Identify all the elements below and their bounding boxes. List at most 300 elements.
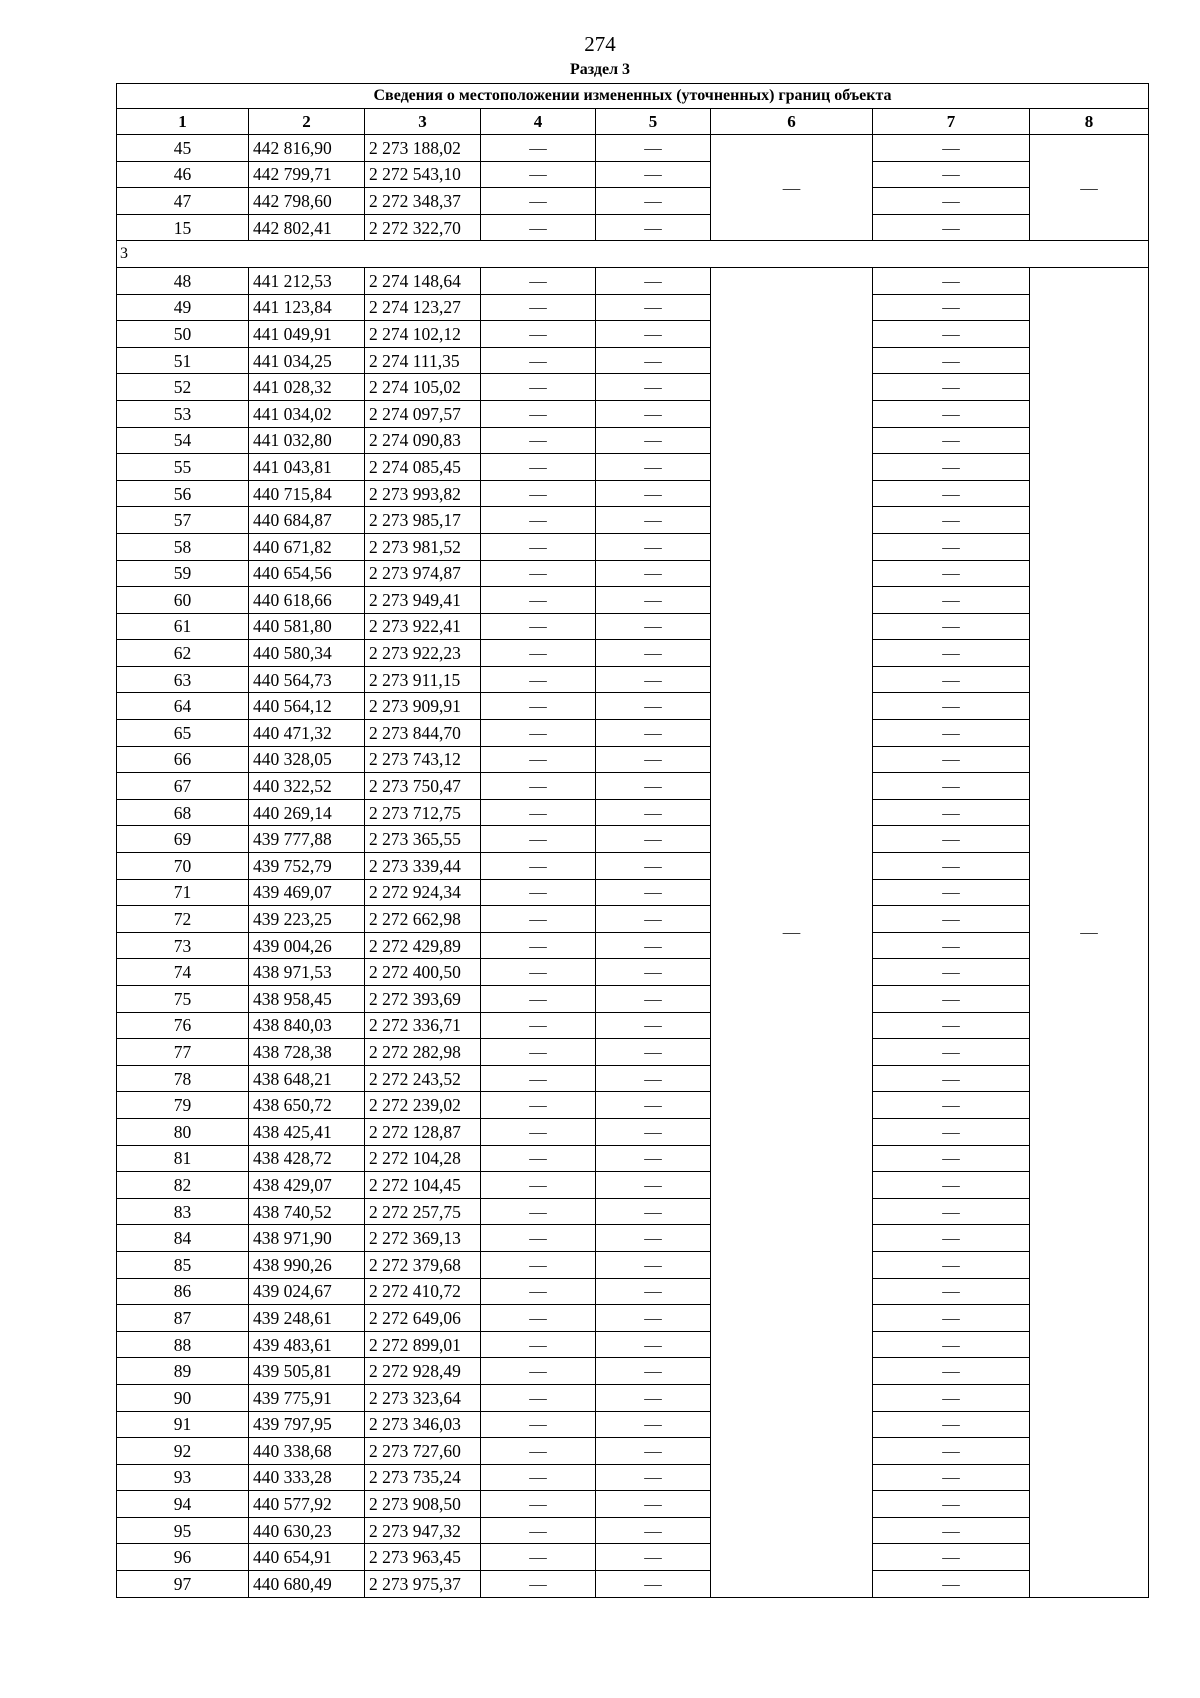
col5-value: —: [596, 693, 711, 720]
col7-value: —: [873, 1278, 1030, 1305]
col5-value: —: [596, 1464, 711, 1491]
point-number: 69: [117, 826, 249, 853]
coord-y: 2 273 949,41: [365, 587, 481, 614]
table-row: [117, 1198, 1149, 1225]
point-number: 72: [117, 906, 249, 933]
coord-x: 439 777,88: [249, 826, 365, 853]
coord-y: 2 274 090,83: [365, 427, 481, 454]
col7-value: —: [873, 853, 1030, 880]
point-number: 15: [117, 214, 249, 241]
coord-x: 440 322,52: [249, 773, 365, 800]
coord-y: 2 274 085,45: [365, 454, 481, 481]
point-number: 96: [117, 1544, 249, 1571]
table-row: [117, 1225, 1149, 1252]
col5-value: —: [596, 1065, 711, 1092]
col7-value: —: [873, 640, 1030, 667]
group-label: 3: [117, 241, 1149, 268]
coord-x: 440 269,14: [249, 799, 365, 826]
col5-value: —: [596, 799, 711, 826]
col7-value: —: [873, 746, 1030, 773]
col8-merged-value: —: [1030, 267, 1149, 1597]
col7-value: —: [873, 1225, 1030, 1252]
col5-value: —: [596, 746, 711, 773]
col5-value: —: [596, 773, 711, 800]
col5-value: —: [596, 533, 711, 560]
col7-value: —: [873, 1571, 1030, 1598]
col4-value: —: [481, 1517, 596, 1544]
coord-y: 2 272 924,34: [365, 879, 481, 906]
col5-value: —: [596, 1305, 711, 1332]
table-row: [117, 560, 1149, 587]
table-row: [117, 1544, 1149, 1571]
col4-value: —: [481, 533, 596, 560]
column-header-1: 1: [117, 109, 249, 135]
col5-value: —: [596, 1012, 711, 1039]
col5-value: —: [596, 853, 711, 880]
coord-x: 440 654,91: [249, 1544, 365, 1571]
col4-value: —: [481, 267, 596, 294]
table-row: [117, 1092, 1149, 1119]
col7-value: —: [873, 533, 1030, 560]
col5-value: —: [596, 135, 711, 162]
coord-y: 2 273 712,75: [365, 799, 481, 826]
point-number: 68: [117, 799, 249, 826]
col7-value: —: [873, 1251, 1030, 1278]
coord-y: 2 273 727,60: [365, 1438, 481, 1465]
coord-x: 439 483,61: [249, 1331, 365, 1358]
table-row: [117, 1145, 1149, 1172]
coord-x: 440 564,12: [249, 693, 365, 720]
column-header-4: 4: [481, 109, 596, 135]
col4-value: —: [481, 1278, 596, 1305]
column-header-6: 6: [711, 109, 873, 135]
col5-value: —: [596, 454, 711, 481]
table-row: [117, 294, 1149, 321]
coord-x: 438 958,45: [249, 986, 365, 1013]
col7-value: —: [873, 267, 1030, 294]
coord-y: 2 274 123,27: [365, 294, 481, 321]
table-row: [117, 773, 1149, 800]
col5-value: —: [596, 1039, 711, 1066]
col4-value: —: [481, 1384, 596, 1411]
col7-value: —: [873, 427, 1030, 454]
coord-x: 442 816,90: [249, 135, 365, 162]
point-number: 46: [117, 161, 249, 188]
table-row: [117, 1358, 1149, 1385]
table-row: [117, 1384, 1149, 1411]
point-number: 88: [117, 1331, 249, 1358]
col4-value: —: [481, 374, 596, 401]
col5-value: —: [596, 1225, 711, 1252]
col5-value: —: [596, 640, 711, 667]
coord-x: 438 840,03: [249, 1012, 365, 1039]
coord-x: 440 715,84: [249, 480, 365, 507]
col5-value: —: [596, 613, 711, 640]
coord-x: 438 428,72: [249, 1145, 365, 1172]
col4-value: —: [481, 427, 596, 454]
table-row: [117, 693, 1149, 720]
table-caption-row: [117, 84, 1149, 109]
point-number: 85: [117, 1251, 249, 1278]
col7-value: —: [873, 214, 1030, 241]
col5-value: —: [596, 321, 711, 348]
col5-value: —: [596, 720, 711, 747]
table-row: [117, 1305, 1149, 1332]
column-header-2: 2: [249, 109, 365, 135]
coord-x: 441 034,02: [249, 400, 365, 427]
col5-value: —: [596, 986, 711, 1013]
coord-x: 442 802,41: [249, 214, 365, 241]
coord-x: 440 654,56: [249, 560, 365, 587]
point-number: 78: [117, 1065, 249, 1092]
point-number: 74: [117, 959, 249, 986]
col4-value: —: [481, 1198, 596, 1225]
col4-value: —: [481, 1225, 596, 1252]
coord-y: 2 273 911,15: [365, 666, 481, 693]
table-row: [117, 640, 1149, 667]
point-number: 86: [117, 1278, 249, 1305]
col4-value: —: [481, 1331, 596, 1358]
coord-y: 2 272 543,10: [365, 161, 481, 188]
point-number: 48: [117, 267, 249, 294]
point-number: 54: [117, 427, 249, 454]
col4-value: —: [481, 347, 596, 374]
column-header-row: [117, 109, 1149, 135]
col5-value: —: [596, 1358, 711, 1385]
point-number: 95: [117, 1517, 249, 1544]
table-row: [117, 879, 1149, 906]
col7-value: —: [873, 906, 1030, 933]
col5-value: —: [596, 1517, 711, 1544]
col4-value: —: [481, 1092, 596, 1119]
col7-value: —: [873, 507, 1030, 534]
section-title: Раздел 3: [569, 61, 631, 78]
col7-value: —: [873, 1411, 1030, 1438]
coord-x: 440 680,49: [249, 1571, 365, 1598]
col7-value: —: [873, 560, 1030, 587]
boundary-coordinates-table: [116, 83, 1149, 1598]
table-row: [117, 507, 1149, 534]
col5-value: —: [596, 1544, 711, 1571]
table-row: [117, 214, 1149, 241]
col7-value: —: [873, 986, 1030, 1013]
point-number: 61: [117, 613, 249, 640]
col5-value: —: [596, 214, 711, 241]
coord-x: 438 740,52: [249, 1198, 365, 1225]
coord-x: 439 505,81: [249, 1358, 365, 1385]
table-row: [117, 1065, 1149, 1092]
coord-x: 440 328,05: [249, 746, 365, 773]
coord-x: 440 471,32: [249, 720, 365, 747]
table-row: [117, 746, 1149, 773]
table-row: [117, 1331, 1149, 1358]
col5-value: —: [596, 347, 711, 374]
coord-y: 2 273 909,91: [365, 693, 481, 720]
coord-y: 2 273 735,24: [365, 1464, 481, 1491]
coord-y: 2 272 899,01: [365, 1331, 481, 1358]
coord-y: 2 273 323,64: [365, 1384, 481, 1411]
coord-x: 441 043,81: [249, 454, 365, 481]
coord-y: 2 272 649,06: [365, 1305, 481, 1332]
table-row: [117, 1278, 1149, 1305]
coord-y: 2 272 322,70: [365, 214, 481, 241]
point-number: 66: [117, 746, 249, 773]
col4-value: —: [481, 1251, 596, 1278]
col5-value: —: [596, 906, 711, 933]
col4-value: —: [481, 214, 596, 241]
col5-value: —: [596, 1145, 711, 1172]
coord-y: 2 273 750,47: [365, 773, 481, 800]
col4-value: —: [481, 135, 596, 162]
coord-x: 442 799,71: [249, 161, 365, 188]
col7-value: —: [873, 1012, 1030, 1039]
col5-value: —: [596, 1118, 711, 1145]
column-header-3: 3: [365, 109, 481, 135]
col7-value: —: [873, 1305, 1030, 1332]
col7-value: —: [873, 294, 1030, 321]
col5-value: —: [596, 1331, 711, 1358]
table-row: [117, 267, 1149, 294]
coord-x: 441 034,25: [249, 347, 365, 374]
point-number: 64: [117, 693, 249, 720]
coord-y: 2 274 097,57: [365, 400, 481, 427]
col5-value: —: [596, 1092, 711, 1119]
point-number: 84: [117, 1225, 249, 1252]
col4-value: —: [481, 1118, 596, 1145]
table-row: [117, 1517, 1149, 1544]
table-row: [117, 1172, 1149, 1199]
col7-value: —: [873, 1172, 1030, 1199]
coord-x: 438 971,53: [249, 959, 365, 986]
table-row: [117, 932, 1149, 959]
table-row: [117, 666, 1149, 693]
coord-x: 441 028,32: [249, 374, 365, 401]
col4-value: —: [481, 799, 596, 826]
point-number: 75: [117, 986, 249, 1013]
point-number: 50: [117, 321, 249, 348]
col7-value: —: [873, 400, 1030, 427]
coord-x: 439 248,61: [249, 1305, 365, 1332]
column-header-8: 8: [1030, 109, 1149, 135]
col7-value: —: [873, 1065, 1030, 1092]
col4-value: —: [481, 1145, 596, 1172]
col5-value: —: [596, 400, 711, 427]
table-row: [117, 613, 1149, 640]
coord-x: 440 338,68: [249, 1438, 365, 1465]
col5-value: —: [596, 1278, 711, 1305]
table-row: [117, 533, 1149, 560]
coord-y: 2 273 339,44: [365, 853, 481, 880]
coord-x: 439 004,26: [249, 932, 365, 959]
table-row: [117, 1039, 1149, 1066]
col7-value: —: [873, 1145, 1030, 1172]
col4-value: —: [481, 560, 596, 587]
coord-y: 2 273 947,32: [365, 1517, 481, 1544]
col5-value: —: [596, 1251, 711, 1278]
col5-value: —: [596, 294, 711, 321]
col5-value: —: [596, 959, 711, 986]
point-number: 77: [117, 1039, 249, 1066]
col4-value: —: [481, 640, 596, 667]
coord-y: 2 272 257,75: [365, 1198, 481, 1225]
coord-y: 2 272 429,89: [365, 932, 481, 959]
col5-value: —: [596, 826, 711, 853]
point-number: 80: [117, 1118, 249, 1145]
coord-y: 2 272 104,45: [365, 1172, 481, 1199]
col4-value: —: [481, 321, 596, 348]
point-number: 58: [117, 533, 249, 560]
coord-x: 440 564,73: [249, 666, 365, 693]
coord-x: 438 971,90: [249, 1225, 365, 1252]
col5-value: —: [596, 188, 711, 215]
coord-y: 2 273 365,55: [365, 826, 481, 853]
table-row: [117, 1438, 1149, 1465]
col5-value: —: [596, 587, 711, 614]
table-row: [117, 374, 1149, 401]
coord-x: 438 648,21: [249, 1065, 365, 1092]
col4-value: —: [481, 1039, 596, 1066]
coord-y: 2 273 985,17: [365, 507, 481, 534]
col7-value: —: [873, 347, 1030, 374]
point-number: 63: [117, 666, 249, 693]
point-number: 89: [117, 1358, 249, 1385]
coord-y: 2 273 743,12: [365, 746, 481, 773]
col7-value: —: [873, 480, 1030, 507]
col4-value: —: [481, 1305, 596, 1332]
col4-value: —: [481, 1544, 596, 1571]
coord-y: 2 272 128,87: [365, 1118, 481, 1145]
col5-value: —: [596, 267, 711, 294]
col5-value: —: [596, 480, 711, 507]
table-row: [117, 1251, 1149, 1278]
col4-value: —: [481, 161, 596, 188]
coord-x: 440 671,82: [249, 533, 365, 560]
table-row: [117, 1491, 1149, 1518]
coord-y: 2 273 963,45: [365, 1544, 481, 1571]
col7-value: —: [873, 799, 1030, 826]
col4-value: —: [481, 1065, 596, 1092]
table-row: [117, 161, 1149, 188]
coord-y: 2 273 844,70: [365, 720, 481, 747]
col5-value: —: [596, 879, 711, 906]
table-row: [117, 135, 1149, 162]
coord-y: 2 272 282,98: [365, 1039, 481, 1066]
col7-value: —: [873, 1198, 1030, 1225]
coord-x: 440 333,28: [249, 1464, 365, 1491]
coord-x: 440 581,80: [249, 613, 365, 640]
coord-x: 440 684,87: [249, 507, 365, 534]
table-row: [117, 1464, 1149, 1491]
coord-x: 440 577,92: [249, 1491, 365, 1518]
point-number: 60: [117, 587, 249, 614]
col5-value: —: [596, 932, 711, 959]
coord-y: 2 272 104,28: [365, 1145, 481, 1172]
col4-value: —: [481, 959, 596, 986]
page-number: 274: [584, 32, 616, 56]
table-caption: Сведения о местоположении измененных (уточненных) границ объекта: [117, 84, 1149, 109]
point-number: 62: [117, 640, 249, 667]
col5-value: —: [596, 1491, 711, 1518]
col7-value: —: [873, 1544, 1030, 1571]
point-number: 73: [117, 932, 249, 959]
col4-value: —: [481, 853, 596, 880]
coord-y: 2 272 348,37: [365, 188, 481, 215]
col4-value: —: [481, 826, 596, 853]
col7-value: —: [873, 188, 1030, 215]
coord-x: 441 032,80: [249, 427, 365, 454]
col7-value: —: [873, 826, 1030, 853]
table-row: [117, 986, 1149, 1013]
point-number: 91: [117, 1411, 249, 1438]
col5-value: —: [596, 161, 711, 188]
col7-value: —: [873, 1358, 1030, 1385]
col6-merged-value: —: [711, 267, 873, 1597]
col7-value: —: [873, 1092, 1030, 1119]
coord-y: 2 272 336,71: [365, 1012, 481, 1039]
col7-value: —: [873, 1331, 1030, 1358]
col7-value: —: [873, 1384, 1030, 1411]
col7-value: —: [873, 454, 1030, 481]
point-number: 79: [117, 1092, 249, 1119]
table-row: [117, 799, 1149, 826]
col5-value: —: [596, 374, 711, 401]
col5-value: —: [596, 1411, 711, 1438]
col4-value: —: [481, 454, 596, 481]
col7-value: —: [873, 1118, 1030, 1145]
col4-value: —: [481, 1358, 596, 1385]
coord-x: 439 024,67: [249, 1278, 365, 1305]
col5-value: —: [596, 666, 711, 693]
coord-y: 2 274 111,35: [365, 347, 481, 374]
col7-value: —: [873, 587, 1030, 614]
point-number: 76: [117, 1012, 249, 1039]
point-number: 90: [117, 1384, 249, 1411]
point-number: 70: [117, 853, 249, 880]
col7-value: —: [873, 321, 1030, 348]
table-row: [117, 454, 1149, 481]
coord-x: 440 630,23: [249, 1517, 365, 1544]
coord-y: 2 272 410,72: [365, 1278, 481, 1305]
col4-value: —: [481, 613, 596, 640]
col4-value: —: [481, 480, 596, 507]
coord-y: 2 273 922,23: [365, 640, 481, 667]
col4-value: —: [481, 879, 596, 906]
coord-x: 442 798,60: [249, 188, 365, 215]
point-number: 81: [117, 1145, 249, 1172]
col5-value: —: [596, 1384, 711, 1411]
col4-value: —: [481, 773, 596, 800]
table-row: [117, 480, 1149, 507]
point-number: 52: [117, 374, 249, 401]
point-number: 71: [117, 879, 249, 906]
coord-x: 439 752,79: [249, 853, 365, 880]
col7-value: —: [873, 1039, 1030, 1066]
point-number: 87: [117, 1305, 249, 1332]
coord-y: 2 272 379,68: [365, 1251, 481, 1278]
col5-value: —: [596, 507, 711, 534]
table-row: [117, 400, 1149, 427]
point-number: 65: [117, 720, 249, 747]
col5-value: —: [596, 560, 711, 587]
col7-value: —: [873, 932, 1030, 959]
coord-x: 440 618,66: [249, 587, 365, 614]
point-number: 94: [117, 1491, 249, 1518]
col7-value: —: [873, 773, 1030, 800]
table-row: [117, 587, 1149, 614]
table-row: [117, 720, 1149, 747]
point-number: 67: [117, 773, 249, 800]
col6-merged-value: —: [711, 135, 873, 241]
